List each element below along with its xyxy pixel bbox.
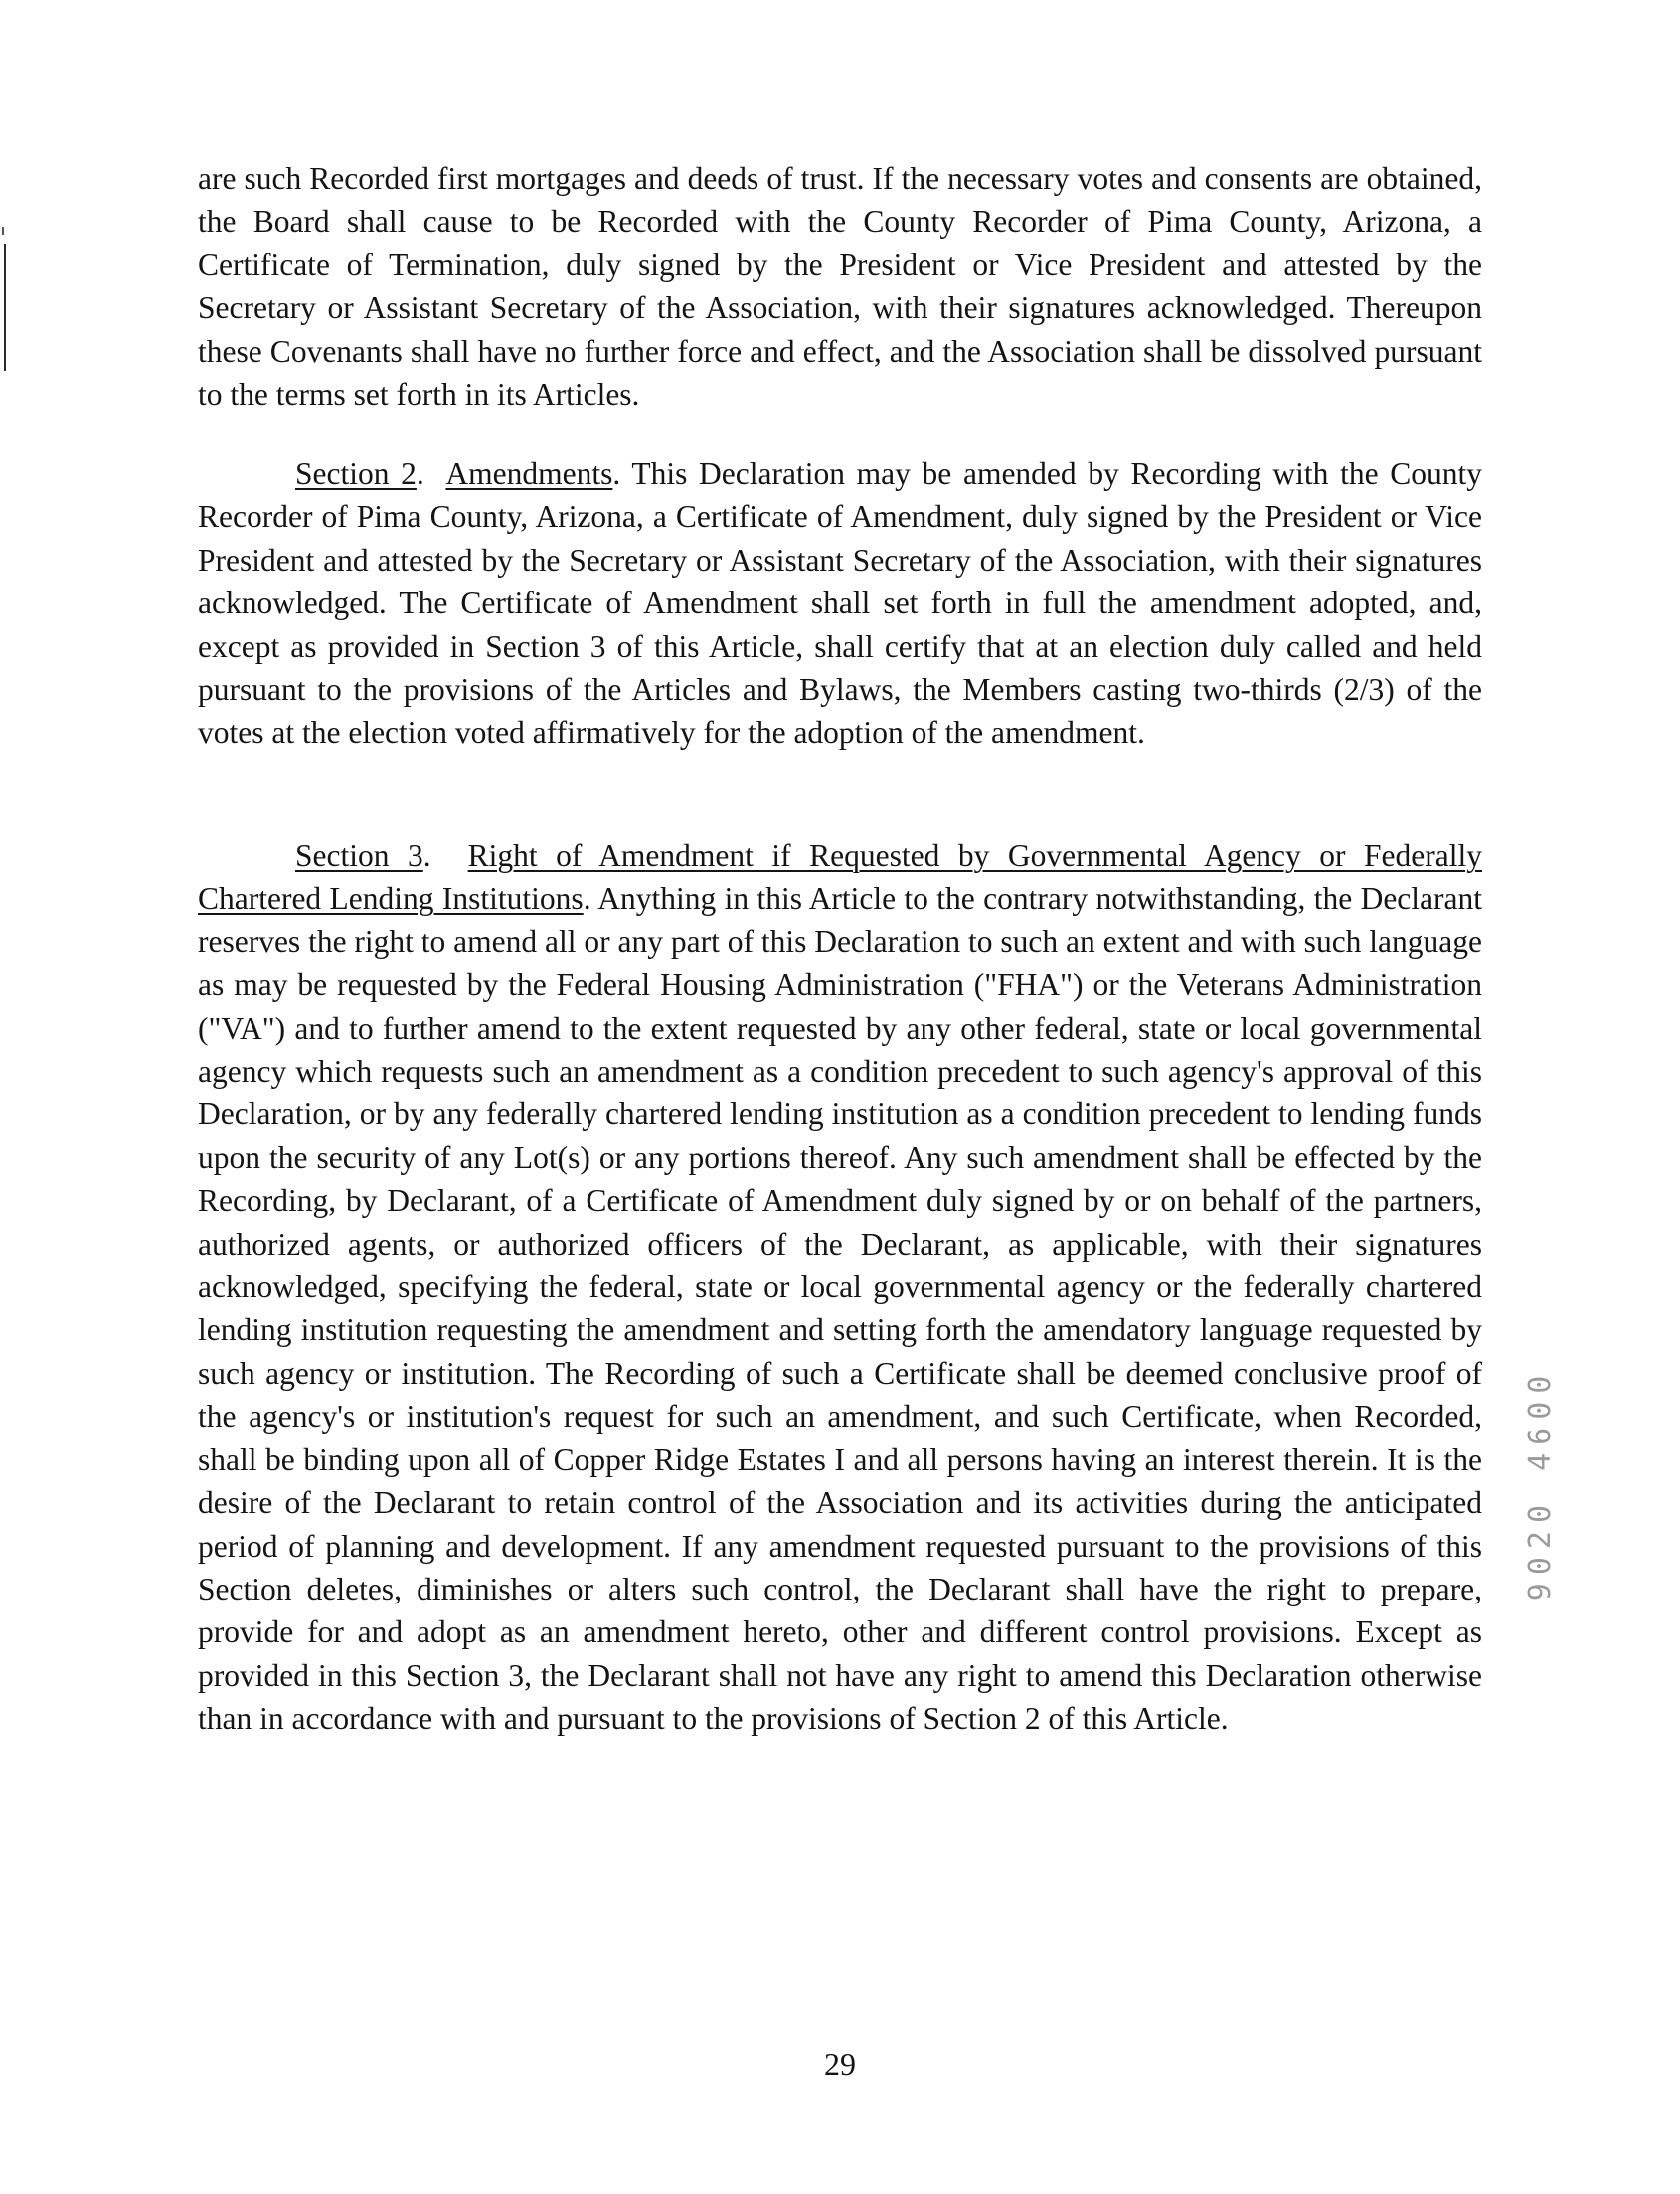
paragraph-text: are such Recorded first mortgages and deeds of trust. If the necessary votes and consents are obtained, the Board shall cause to be Recorded with the County Recorder of Pima County, Arizona, a Certificate of Termination, duly signed by the President or Vice President and attested by the Secretary or Assistant Secretary of the Association, with their signatures acknowledged. Thereupon these Covenants shall have no further force and effect, and the Association shall be dissolved pursuant to the terms set forth in its Articles. xyxy=(198,161,1482,413)
section-2-title: Amendments xyxy=(445,456,613,491)
scan-artifact-line xyxy=(4,244,6,371)
section-2-label: Section 2 xyxy=(295,456,417,491)
scan-artifact-dot xyxy=(2,227,4,235)
page-number: 29 xyxy=(824,2046,856,2082)
paragraph-section-3: Section 3. Right of Amendment if Requested by Governmental Agency or Federally Chartered Lending Institutions. Anything in this Article to the contrary notwithstanding, the Declarant reserves the right to amend all or any part of this Declaration to such an extent and with such language as may be requested by the Federal Housing Administration ("FHA") or the Veterans Administration ("VA") and to further amend to the extent requested by any other federal, state or local governmental agency which requests such an amendment as a condition precedent to such agency's approval of this Declaration, or by any federally chartered lending institution as a condition precedent to lending funds upon the security of any Lot(s) or any portions thereof. Any such amendment shall be effected by the Recording, by Declarant, of a Certificate of Amendment duly signed by or on behalf of the partners, authorized agents, or authorized officers of the Declarant, as applicable, with their signatures acknowledged, specifying the federal, state or local governmental agency or the federally chartered lending institution requesting the amendment and setting forth the amendatory language requested by such agency or institution. The Recording of such a Certificate shall be deemed conclusive proof of the agency's or institution's request for such an amendment, and such Certificate, when Recorded, shall be binding upon all of Copper Ridge Estates I and all persons having an interest therein. It is the desire of the Declarant to retain control of the Association and its activities during the anticipated period of planning and development. If any amendment requested pursuant to the provisions of this Section deletes, diminishes or alters such control, the Declarant shall have the right to prepare, provide for and adopt as an amendment hereto, other and different control provisions. Except as provided in this Section 3, the Declarant shall not have any right to amend this Declaration otherwise than in accordance with and pursuant to the provisions of Section 2 of this Article. xyxy=(198,838,1482,1737)
section-3-label: Section 3 xyxy=(295,838,423,873)
section-3-body: Anything in this Article to the contrary notwithstanding, the Declarant reserves the right to amend all or any part of this Declaration to such an extent and with such language as may be requested by the Federal Housing Administration ("FHA") or the Veterans Administration ("VA") and to further amend to the extent requested by any other federal, state or local governmental agency which requests such an amendment as a condition precedent to such agency's approval of this Declaration, or by any federally chartered lending institution as a condition precedent to lending funds upon the security of any Lot(s) or any portions thereof. Any such amendment shall be effected by the Recording, by Declarant, of a Certificate of Amendment duly signed by or on behalf of the partners, authorized agents, or authorized officers of the Declarant, as applicable, with their signatures acknowledged, specifying the federal, state or local governmental agency or the federally chartered lending institution requesting the amendment and setting forth the amendatory language requested by such agency or institution. The Recording of such a Certificate shall be deemed conclusive proof of the agency's or institution's request for such an amendment, and such Certificate, when Recorded, shall be binding upon all of Copper Ridge Estates I and all persons having an interest therein. It is the desire of the Declarant to retain control of the Association and its activities during the anticipated period of planning and development. If any amendment requested pursuant to the provisions of this Section deletes, diminishes or alters such control, the Declarant shall have the right to prepare, provide for and adopt as an amendment hereto, other and different control provisions. Except as provided in this Section 3, the Declarant shall not have any right to amend this Declaration otherwise than in accordance with and pursuant to the provisions of Section 2 of this Article. xyxy=(198,881,1482,1737)
paragraph-section-2: Section 2. Amendments. This Declaration may be amended by Recording with the County Recorder of Pima County, Arizona, a Certificate of Amendment, duly signed by the President or Vice President and attested by the Secretary or Assistant Secretary of the Association, with their signatures acknowledged. The Certificate of Amendment shall set forth in full the amendment adopted, and, except as provided in Section 3 of this Article, shall certify that at an election duly called and held pursuant to the provisions of the Articles and Bylaws, the Members casting two-thirds (2/3) of the votes at the election voted affirmatively for the adoption of the amendment. xyxy=(198,456,1482,751)
paragraph-termination-continued xyxy=(198,157,1482,416)
recording-stamp xyxy=(1523,1367,1672,1914)
recording-stamp-number: 9020 4600 xyxy=(1523,1367,1559,1602)
section-2-body: This Declaration may be amended by Recording with the County Recorder of Pima County, Arizona, a Certificate of Amendment, duly signed by the President or Vice President and attested by the Secretary or Assistant Secretary of the Association, with their signatures acknowledged. The Certificate of Amendment shall set forth in full the amendment adopted, and, except as provided in Section 3 of this Article, shall certify that at an election duly called and held pursuant to the provisions of the Articles and Bylaws, the Members casting two-thirds (2/3) of the votes at the election voted affirmatively for the adoption of the amendment. xyxy=(198,456,1482,751)
section-3-title: Right of Amendment if Requested by Governmental Agency or Federally Chartered Lending Institutions xyxy=(198,838,1482,917)
